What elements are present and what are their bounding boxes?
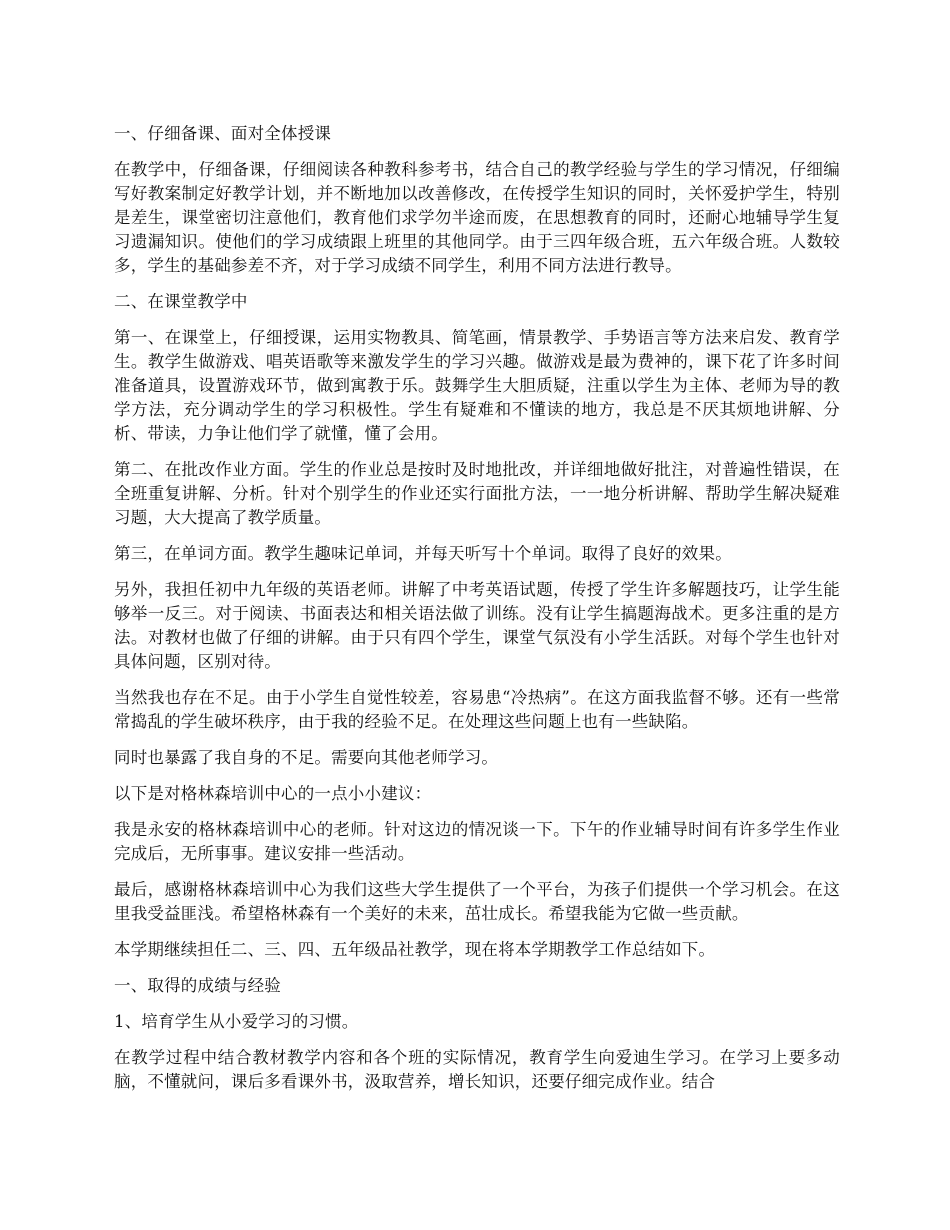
paragraph-grade-nine-english: 另外，我担任初中九年级的英语老师。讲解了中考英语试题，传授了学生许多解题技巧，让学生能够举一反三。对于阅读、书面表达和相关语法做了训练。没有让学生搞题海战术。更多注重的是方法。对教材也做了仔细的讲解。由于只有四个学生，课堂气氛没有小学生活跃。对每个学生也针对具体问题，区别对待。 [114, 580, 840, 671]
paragraph-shortcomings: 当然我也存在不足。由于小学生自觉性较差，容易患“冷热病”。在这方面我监督不够。还有一些常常捣乱的学生破坏秩序，由于我的经验不足。在处理这些问题上也有一些缺陷。 [114, 688, 840, 731]
section-heading-2: 二、在课堂教学中 [114, 292, 248, 311]
section-heading-achievements: 一、取得的成绩与经验 [114, 976, 281, 995]
paragraph-thanks: 最后，感谢格林森培训中心为我们这些大学生提供了一个平台，为孩子们提供一个学习机会。在这里我受益匪浅。希望格林森有一个美好的未来，茁壮成长。希望我能为它做一些贡献。 [114, 880, 840, 923]
section-heading-1: 一、仔细备课、面对全体授课 [114, 124, 332, 143]
subheading-study-habits: 1、培育学生从小爱学习的习惯。 [114, 1012, 359, 1031]
document-page [114, 122, 840, 1106]
paragraph-teaching-process: 在教学过程中结合教材教学内容和各个班的实际情况，教育学生向爱迪生学习。在学习上要多动脑，不懂就问，课后多看课外书，汲取营养，增长知识，还要仔细完成作业。结合 [114, 1048, 840, 1091]
paragraph-suggestion: 我是永安的格林森培训中心的老师。针对这边的情况谈一下。下午的作业辅导时间有许多学生作业完成后，无所事事。建议安排一些活动。 [114, 820, 840, 863]
paragraph-classroom-teaching: 第一、在课堂上，仔细授课，运用实物教具、简笔画，情景教学、手势语言等方法来启发、教育学生。教学生做游戏、唱英语歌等来激发学生的学习兴趣。做游戏是最为费神的，课下花了许多时间准备道具，设置游戏环节，做到寓教于乐。鼓舞学生大胆质疑，注重以学生为主体、老师为导的教学方法，充分调动学生的学习积极性。学生有疑难和不懂读的地方，我总是不厌其烦地讲解、分析、带读，力争让他们学了就懂，懂了会用。 [114, 328, 840, 443]
paragraph-semester-summary: 本学期继续担任二、三、四、五年级品社教学，现在将本学期教学工作总结如下。 [114, 940, 716, 959]
paragraph-self-reflection: 同时也暴露了我自身的不足。需要向其他老师学习。 [114, 748, 499, 767]
paragraph-lesson-preparation: 在教学中，仔细备课，仔细阅读各种教科参考书，结合自己的教学经验与学生的学习情况，仔细编写好教案制定好教学计划，并不断地加以改善修改，在传授学生知识的同时，关怀爱护学生，特别是差生，课堂密切注意他们，教育他们求学勿半途而废，在思想教育的同时，还耐心地辅导学生复习遗漏知识。使他们的学习成绩跟上班里的其他同学。由于三四年级合班，五六年级合班。人数较多，学生的基础参差不齐，对于学习成绩不同学生，利用不同方法进行教导。 [114, 160, 840, 275]
paragraph-suggestions-intro: 以下是对格林森培训中心的一点小小建议： [114, 784, 432, 803]
paragraph-vocabulary: 第三，在单词方面。教学生趣味记单词，并每天听写十个单词。取得了良好的效果。 [114, 544, 732, 563]
paragraph-homework-correction: 第二、在批改作业方面。学生的作业总是按时及时地批改，并详细地做好批注，对普遍性错误，在全班重复讲解、分析。针对个别学生的作业还实行面批方法，一一地分析讲解、帮助学生解决疑难习题，大大提高了教学质量。 [114, 460, 840, 527]
